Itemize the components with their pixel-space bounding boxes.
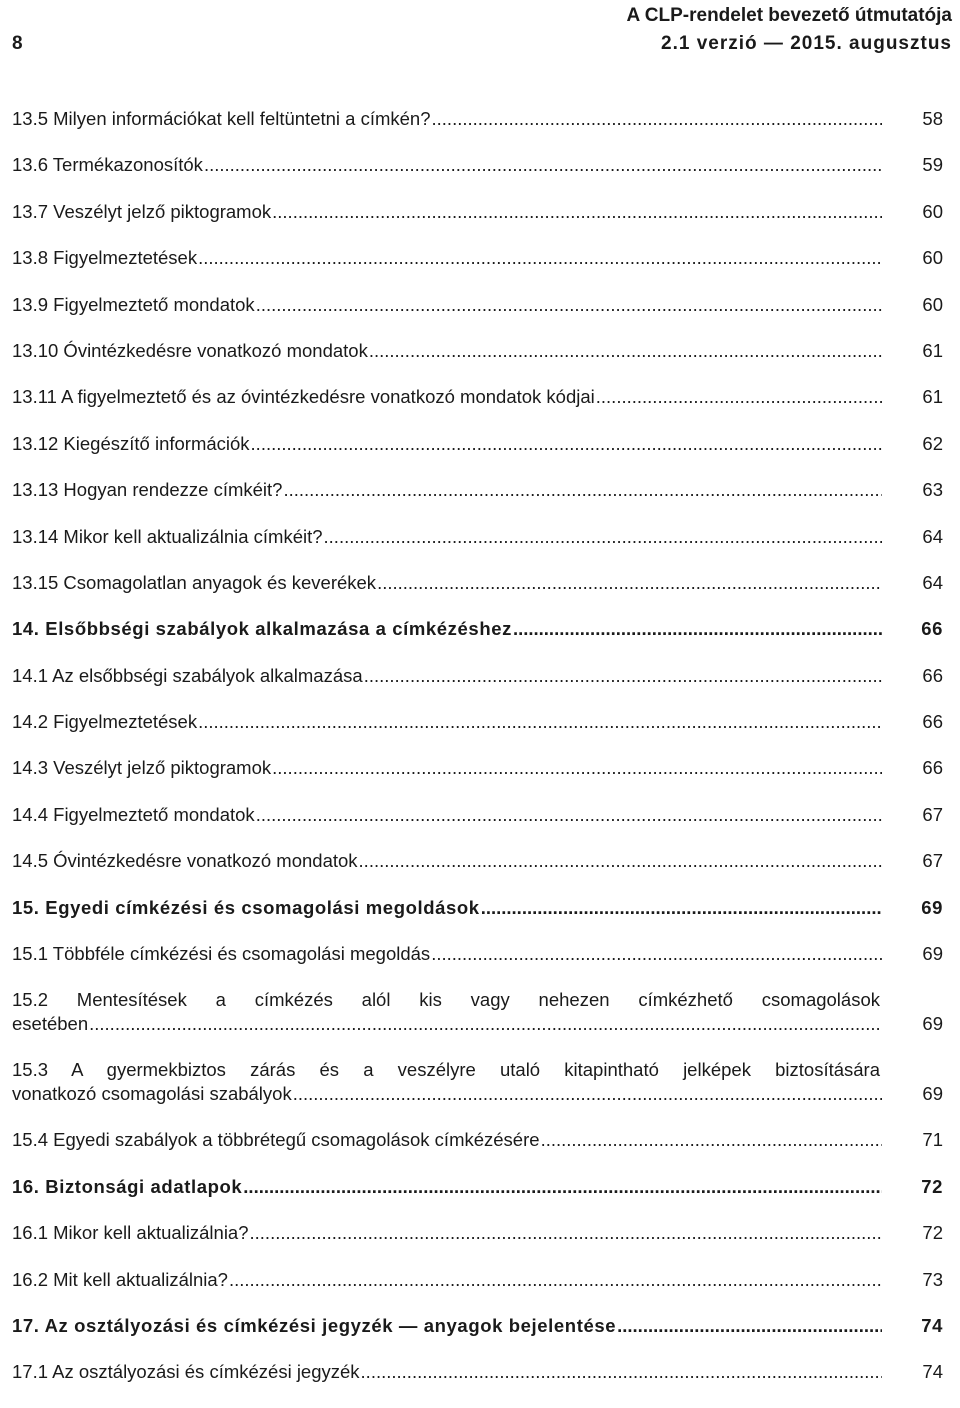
toc-page-number: 63	[922, 479, 943, 501]
toc-entry-title: 16.2 Mit kell aktualizálnia?	[12, 1268, 228, 1290]
toc-section-entry[interactable]	[0, 1269, 960, 1315]
toc-entry-title: 14.3 Veszélyt jelző piktogramok	[12, 757, 272, 779]
toc-section-entry[interactable]	[0, 1059, 960, 1129]
toc-dot-leader	[229, 1269, 882, 1291]
toc-section-entry[interactable]	[0, 711, 960, 757]
toc-page-number: 74	[921, 1314, 943, 1336]
toc-entry-row	[12, 108, 943, 130]
toc-entry-row	[12, 479, 943, 501]
toc-entry-title: 14.1 Az elsőbbségi szabályok alkalmazása	[12, 664, 363, 686]
toc-page-number: 69	[922, 1083, 943, 1105]
toc-dot-leader	[198, 247, 882, 269]
toc-entry-title: 13.8 Figyelmeztetések	[12, 247, 198, 269]
toc-section-entry[interactable]	[0, 108, 960, 154]
toc-entry-row	[12, 432, 943, 455]
toc-section-entry[interactable]	[0, 943, 960, 989]
toc-page-number: 60	[922, 293, 943, 315]
toc-entry-row	[12, 293, 943, 316]
document-title: A CLP-rendelet bevezető útmutatója	[626, 5, 952, 26]
toc-entry-row	[12, 339, 943, 362]
toc-section-entry[interactable]	[0, 479, 960, 525]
toc-section-entry[interactable]	[0, 850, 960, 896]
toc-dot-leader	[359, 850, 882, 872]
toc-section-entry[interactable]	[0, 1222, 960, 1268]
table-of-contents	[0, 108, 960, 1408]
toc-section-entry[interactable]	[0, 247, 960, 293]
toc-section-entry[interactable]	[0, 1129, 960, 1175]
toc-entry-title: 14.5 Óvintézkedésre vonatkozó mondatok	[12, 850, 358, 872]
toc-dot-leader	[272, 757, 882, 779]
toc-entry-row	[12, 154, 943, 176]
toc-dot-leader	[256, 294, 882, 316]
toc-entry-title: 14. Elsőbbségi szabályok alkalmazása a címkézéshez	[12, 618, 512, 640]
toc-entry-title: 13.14 Mikor kell aktualizálnia címkéit?	[12, 525, 323, 547]
toc-entry-row	[12, 1222, 943, 1244]
toc-dot-leader	[432, 108, 882, 130]
toc-entry-row	[12, 571, 943, 594]
page-number: 8	[12, 33, 23, 54]
toc-chapter-entry[interactable]	[0, 618, 960, 664]
toc-dot-leader	[361, 1361, 882, 1383]
toc-entry-row	[12, 1314, 943, 1337]
toc-entry-title: 16. Biztonsági adatlapok	[12, 1175, 243, 1197]
toc-entry-row	[12, 803, 943, 826]
toc-entry-title: 13.6 Termékazonosítók	[12, 154, 203, 176]
toc-entry-row	[12, 1361, 943, 1383]
toc-entry-title: 17.1 Az osztályozási és címkézési jegyzék	[12, 1361, 360, 1383]
toc-section-entry[interactable]	[0, 340, 960, 386]
toc-page-number: 60	[922, 200, 943, 222]
toc-entry-title: 14.2 Figyelmeztetések	[12, 711, 198, 733]
toc-dot-leader	[251, 433, 882, 455]
toc-entry-row	[12, 1129, 943, 1151]
toc-dot-leader	[283, 479, 882, 501]
toc-page-number: 72	[922, 1222, 943, 1244]
toc-entry-title: 13.7 Veszélyt jelző piktogramok	[12, 200, 272, 222]
toc-section-entry[interactable]	[0, 386, 960, 432]
toc-page-number: 73	[922, 1268, 943, 1290]
toc-entry-title: 13.5 Milyen információkat kell feltüntetni a címkén?	[12, 108, 431, 129]
toc-dot-leader	[256, 804, 882, 826]
toc-dot-leader	[617, 1315, 882, 1337]
toc-entry-title-line: 15.2 Mentesítések a címkézés alól kis vagy nehezen címkézhető csomagolások	[12, 989, 880, 1011]
toc-section-entry[interactable]	[0, 154, 960, 200]
toc-page-number: 71	[922, 1129, 943, 1151]
toc-page-number: 58	[922, 108, 943, 129]
toc-entry-row	[12, 943, 943, 965]
toc-entry-title: 13.12 Kiegészítő információk	[12, 432, 250, 454]
page-header	[0, 0, 960, 70]
toc-entry-title: esetében	[12, 1013, 89, 1035]
toc-entry-title: 15. Egyedi címkézési és csomagolási megoldások	[12, 896, 480, 918]
toc-section-entry[interactable]	[0, 572, 960, 618]
toc-entry-title: 13.13 Hogyan rendezze címkéit?	[12, 479, 283, 501]
toc-page-number: 64	[922, 525, 943, 547]
toc-entry-row	[12, 1083, 943, 1105]
toc-entry-row	[12, 1175, 943, 1198]
toc-entry-row	[12, 664, 943, 687]
toc-dot-leader	[481, 897, 882, 919]
toc-entry-row	[12, 200, 943, 223]
toc-dot-leader	[89, 1013, 882, 1035]
toc-page-number: 59	[922, 154, 943, 176]
toc-page-number: 66	[922, 711, 943, 733]
toc-section-entry[interactable]	[0, 757, 960, 803]
toc-page-number: 67	[922, 803, 943, 825]
toc-entry-row	[12, 711, 943, 733]
toc-page-number: 69	[922, 1013, 943, 1035]
toc-section-entry[interactable]	[0, 1361, 960, 1407]
toc-page-number: 64	[922, 571, 943, 593]
toc-page-number: 62	[922, 432, 943, 454]
toc-entry-title: 13.10 Óvintézkedésre vonatkozó mondatok	[12, 339, 368, 361]
toc-dot-leader	[364, 665, 882, 687]
toc-entry-title: 15.1 Többféle címkézési és csomagolási megoldás	[12, 943, 431, 965]
toc-dot-leader	[293, 1083, 882, 1105]
toc-section-entry[interactable]	[0, 526, 960, 572]
toc-entry-row	[12, 1013, 943, 1035]
toc-page-number: 72	[921, 1175, 943, 1197]
toc-page-number: 66	[922, 757, 943, 779]
toc-entry-row	[12, 618, 943, 640]
toc-dot-leader	[324, 526, 882, 548]
toc-entry-title: 13.9 Figyelmeztető mondatok	[12, 293, 255, 315]
toc-entry-row	[12, 386, 943, 408]
toc-entry-title-line: 15.3 A gyermekbiztos zárás és a veszélyre utaló kitapintható jelképek biztosítására	[12, 1059, 880, 1081]
toc-section-entry[interactable]	[0, 804, 960, 850]
toc-entry-title: 16.1 Mikor kell aktualizálnia?	[12, 1222, 249, 1244]
toc-entry-row	[12, 850, 943, 872]
toc-dot-leader	[513, 618, 882, 640]
toc-entry-row	[12, 1268, 943, 1291]
toc-page-number: 67	[922, 850, 943, 872]
toc-page-number: 61	[922, 386, 943, 408]
toc-dot-leader	[204, 154, 882, 176]
toc-chapter-entry[interactable]	[0, 1315, 960, 1361]
toc-dot-leader	[431, 943, 882, 965]
toc-entry-row	[12, 757, 943, 779]
toc-page-number: 61	[922, 339, 943, 361]
toc-entry-row	[12, 247, 943, 269]
toc-page-number: 66	[921, 618, 943, 640]
toc-chapter-entry[interactable]	[0, 1176, 960, 1222]
toc-entry-title: vonatkozó csomagolási szabályok	[12, 1083, 292, 1105]
toc-page-number: 69	[922, 943, 943, 965]
toc-entry-row	[12, 896, 943, 919]
toc-dot-leader	[377, 572, 882, 594]
toc-dot-leader	[541, 1129, 882, 1151]
toc-page-number: 60	[922, 247, 943, 269]
toc-dot-leader	[272, 201, 882, 223]
toc-section-entry[interactable]	[0, 201, 960, 247]
toc-section-entry[interactable]	[0, 433, 960, 479]
toc-page-number: 69	[921, 896, 943, 918]
toc-dot-leader	[243, 1176, 882, 1198]
toc-entry-title: 17. Az osztályozási és címkézési jegyzék — anyagok bejelentése	[12, 1314, 617, 1336]
toc-entry-title: 15.4 Egyedi szabályok a többrétegű csomagolások címkézésére	[12, 1129, 540, 1151]
document-version: 2.1 verzió — 2015. augusztus	[661, 33, 952, 54]
toc-entry-title: 13.11 A figyelmeztető és az óvintézkedésre vonatkozó mondatok kódjai	[12, 386, 595, 408]
toc-page-number: 66	[922, 664, 943, 686]
toc-page-number: 74	[922, 1361, 943, 1383]
toc-section-entry[interactable]	[0, 294, 960, 340]
toc-section-entry[interactable]	[0, 665, 960, 711]
toc-dot-leader	[198, 711, 882, 733]
toc-dot-leader	[369, 340, 882, 362]
toc-dot-leader	[250, 1222, 882, 1244]
toc-dot-leader	[596, 386, 882, 408]
toc-entry-title: 13.15 Csomagolatlan anyagok és keverékek	[12, 571, 377, 593]
toc-chapter-entry[interactable]	[0, 897, 960, 943]
toc-section-entry[interactable]	[0, 989, 960, 1059]
toc-entry-row	[12, 525, 943, 548]
toc-entry-title: 14.4 Figyelmeztető mondatok	[12, 803, 255, 825]
